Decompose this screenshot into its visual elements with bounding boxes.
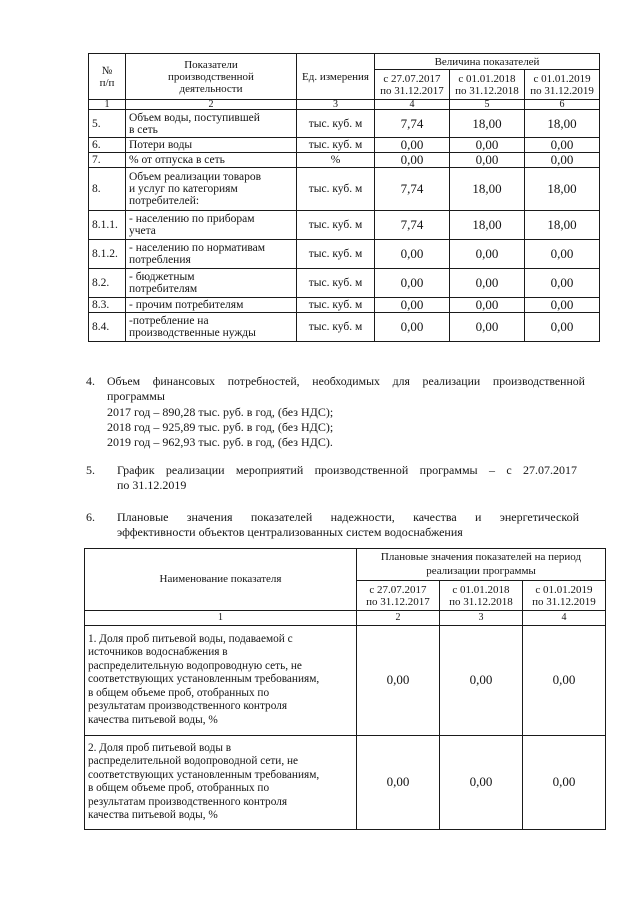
row-number: 7. (89, 153, 126, 168)
row-value: 18,00 (525, 168, 600, 211)
header-indicator: Показатели производственной деятельности (126, 54, 297, 100)
row-unit: тыс. куб. м (297, 240, 375, 269)
header-number: № п/п (89, 54, 126, 100)
row-name: - населению по приборам учета (126, 211, 297, 240)
row-unit: тыс. куб. м (297, 269, 375, 298)
index-cell: 4 (523, 611, 606, 626)
row-value: 18,00 (450, 168, 525, 211)
row-value: 0,00 (450, 269, 525, 298)
row-value: 0,00 (450, 240, 525, 269)
header-period-1: с 27.07.2017 по 31.12.2017 (357, 581, 440, 611)
section-4-number: 4. (86, 374, 95, 388)
row-value: 0,00 (375, 153, 450, 168)
row-value: 0,00 (375, 240, 450, 269)
section-4-title-line2: программы (107, 389, 165, 403)
table-row (89, 138, 600, 153)
row-value: 0,00 (525, 269, 600, 298)
row-value: 0,00 (525, 313, 600, 342)
table-row (85, 625, 606, 735)
row-unit: тыс. куб. м (297, 313, 375, 342)
index-cell: 2 (126, 100, 297, 110)
row-name: - прочим потребителям (126, 298, 297, 313)
section-5-number: 5. (86, 463, 95, 477)
quality-indicators-table (84, 548, 606, 830)
row-value: 0,00 (525, 153, 600, 168)
row-number: 5. (89, 110, 126, 138)
index-cell: 3 (440, 611, 523, 626)
row-unit: тыс. куб. м (297, 298, 375, 313)
table-row (85, 735, 606, 829)
index-cell: 6 (525, 100, 600, 110)
row-number: 8.2. (89, 269, 126, 298)
row-value: 0,00 (357, 625, 440, 735)
table-row (89, 313, 600, 342)
row-unit: % (297, 153, 375, 168)
row-value: 0,00 (525, 138, 600, 153)
row-value: 0,00 (450, 313, 525, 342)
row-name: Потери воды (126, 138, 297, 153)
row-unit: тыс. куб. м (297, 168, 375, 211)
section-6-number: 6. (86, 510, 95, 524)
row-number: 8.3. (89, 298, 126, 313)
header-period-1: с 27.07.2017 по 31.12.2017 (375, 70, 450, 100)
row-value: 0,00 (523, 735, 606, 829)
row-value: 0,00 (450, 298, 525, 313)
index-cell: 2 (357, 611, 440, 626)
header-period-2: с 01.01.2018 по 31.12.2018 (440, 581, 523, 611)
row-value: 7,74 (375, 110, 450, 138)
row-name: -потребление на производственные нужды (126, 313, 297, 342)
header-period-3: с 01.01.2019 по 31.12.2019 (523, 581, 606, 611)
row-value: 18,00 (450, 110, 525, 138)
row-name: Объем реализации товаров и услуг по категориям потребителей: (126, 168, 297, 211)
row-value: 18,00 (450, 211, 525, 240)
row-value: 7,74 (375, 211, 450, 240)
row-name: - бюджетным потребителям (126, 269, 297, 298)
header-period-3: с 01.01.2019 по 31.12.2019 (525, 70, 600, 100)
row-value: 0,00 (440, 625, 523, 735)
row-value: 0,00 (450, 153, 525, 168)
row-unit: тыс. куб. м (297, 211, 375, 240)
header-period-2: с 01.01.2018 по 31.12.2018 (450, 70, 525, 100)
row-value: 0,00 (375, 298, 450, 313)
row-name: - населению по нормативам потребления (126, 240, 297, 269)
section-5-line1: График реализации мероприятий производственной программы – с 27.07.2017 (117, 463, 577, 477)
header-plan-group: Плановые значения показателей на период реализации программы (357, 549, 606, 581)
row-unit: тыс. куб. м (297, 138, 375, 153)
row-value: 0,00 (375, 269, 450, 298)
table-row (89, 168, 600, 211)
section-6-line1: Плановые значения показателей надежности, качества и энергетической (117, 510, 579, 524)
row-value: 0,00 (357, 735, 440, 829)
row-name: 2. Доля проб питьевой воды в распределительной водопроводной сети, не соответствующих установленным требованиям, в общем объеме проб, отобранных по результатам производственного контроля качества питьевой воды, % (85, 735, 357, 829)
header-indicator-name: Наименование показателя (85, 549, 357, 611)
section-4-line-2019: 2019 год – 962,93 тыс. руб. в год, (без НДС). (107, 435, 333, 449)
row-value: 18,00 (525, 211, 600, 240)
row-number: 8.1.1. (89, 211, 126, 240)
section-4-title-line1: Объем финансовых потребностей, необходимых для реализации производственной (107, 374, 585, 388)
row-number: 6. (89, 138, 126, 153)
row-unit: тыс. куб. м (297, 110, 375, 138)
section-4-line-2018: 2018 год – 925,89 тыс. руб. в год, (без НДС); (107, 420, 334, 434)
row-value: 0,00 (375, 313, 450, 342)
section-6-line2: эффективности объектов централизованных систем водоснабжения (117, 525, 463, 539)
table-row (89, 110, 600, 138)
table-row (89, 240, 600, 269)
row-name: 1. Доля проб питьевой воды, подаваемой с источников водоснабжения в распределительную водопроводную сеть, не соответствующих установленным требованиям, в общем объеме проб, отобранных по результатам производственного контроля качества питьевой воды, % (85, 625, 357, 735)
row-value: 0,00 (525, 298, 600, 313)
index-cell: 4 (375, 100, 450, 110)
row-value: 0,00 (525, 240, 600, 269)
row-value: 0,00 (523, 625, 606, 735)
section-4-line-2017: 2017 год – 890,28 тыс. руб. в год, (без НДС); (107, 405, 334, 419)
index-cell: 1 (85, 611, 357, 626)
production-indicators-table (88, 53, 600, 342)
row-number: 8. (89, 168, 126, 211)
header-values-group: Величина показателей (375, 54, 600, 70)
section-5-line2: по 31.12.2019 (117, 478, 187, 492)
index-cell: 3 (297, 100, 375, 110)
table-row (89, 211, 600, 240)
table-row (89, 298, 600, 313)
row-value: 0,00 (450, 138, 525, 153)
row-number: 8.1.2. (89, 240, 126, 269)
row-value: 7,74 (375, 168, 450, 211)
table-row (89, 269, 600, 298)
row-name: Объем воды, поступившей в сеть (126, 110, 297, 138)
row-value: 18,00 (525, 110, 600, 138)
index-cell: 1 (89, 100, 126, 110)
index-cell: 5 (450, 100, 525, 110)
table-row (89, 153, 600, 168)
row-value: 0,00 (375, 138, 450, 153)
row-number: 8.4. (89, 313, 126, 342)
row-name: % от отпуска в сеть (126, 153, 297, 168)
header-unit: Ед. измерения (297, 54, 375, 100)
row-value: 0,00 (440, 735, 523, 829)
